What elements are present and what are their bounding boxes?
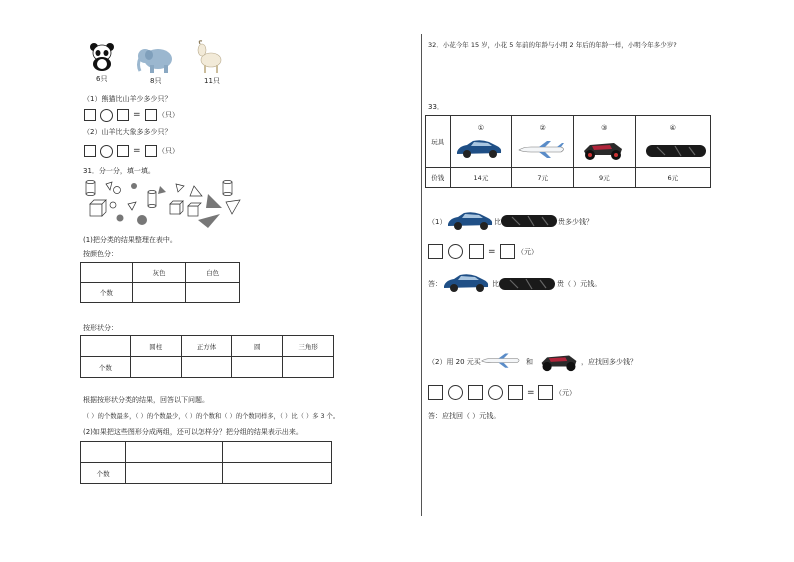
equals-sign: = [527,388,535,398]
answer-2: 答：应找回（ ）元钱。 [428,412,501,420]
table-cell[interactable] [126,442,222,463]
table-cell[interactable] [222,463,331,484]
animal-count: 6只 [96,75,108,83]
table-header: 灰色 [132,263,186,283]
row-label: 个数 [81,357,131,378]
table-header [81,263,133,283]
answer-box[interactable] [428,244,443,259]
question-31-title: 31．分一分，填一填。 [83,167,155,175]
operator-circle[interactable] [100,109,113,122]
skateboard-icon [500,213,558,232]
unit-label: （只） [158,111,179,119]
table-header: 白色 [186,263,240,283]
column-divider [421,34,422,516]
question-31-part-2: (2)如果把这些图形分成两组，还可以怎样分？把分组的结果表示出来。 [83,428,303,436]
race-car-icon [537,350,581,376]
answer-box[interactable] [145,145,157,157]
part-2-suffix: ，应找回多少钱？ [581,358,637,366]
price-cell: 7元 [512,168,574,188]
airplane-icon [517,141,567,163]
question-1: （1）熊猫比山羊少多少只？ [83,95,172,103]
goat-icon [194,40,224,74]
answer-box[interactable] [84,145,96,157]
car-icon [455,138,503,164]
answer-box[interactable] [469,244,484,259]
part-1-mid: 比 [494,218,501,226]
unit-label: （元） [517,248,538,256]
price-cell: 9元 [573,168,635,188]
table-header: 圆柱 [130,336,181,357]
part-1-suffix: 贵多少钱？ [558,218,593,226]
table-cell[interactable] [283,357,334,378]
answer-1-suffix: 贵（ ）元钱。 [557,280,602,288]
operator-circle[interactable] [100,145,113,158]
by-shape-label: 按形状分： [83,324,118,332]
question-31-part-1: (1)把分类的结果整理在表中。 [83,236,177,244]
equals-sign: = [133,146,141,156]
table-header: 圆 [232,336,283,357]
table-cell[interactable] [81,442,126,463]
answer-box[interactable] [508,385,523,400]
table-header: 三角形 [283,336,334,357]
table-cell[interactable] [232,357,283,378]
toy-number: ③ [601,123,608,132]
table-header [81,336,131,357]
operator-circle[interactable] [488,385,503,400]
equals-sign: = [133,110,141,120]
animal-count: 11只 [204,77,220,85]
answer-box[interactable] [145,109,157,121]
airplane-icon [480,353,522,373]
part-1-prefix: （1） [428,218,447,226]
table-cell[interactable] [186,283,240,303]
answer-box[interactable] [428,385,443,400]
toy-number: ① [477,123,485,132]
price-cell: 6元 [635,168,710,188]
table-cell[interactable] [126,463,222,484]
table-cell[interactable] [222,442,331,463]
answer-box[interactable] [538,385,553,400]
price-cell: 14元 [450,168,512,188]
question-2: （2）山羊比大象多多少只？ [83,128,172,136]
table-header: 正方体 [181,336,232,357]
table-cell[interactable] [181,357,232,378]
answer-1-mid: 比 [492,280,499,288]
panda-icon [88,42,116,72]
operator-circle[interactable] [448,244,463,259]
row-label: 个数 [81,283,133,303]
price-row-label: 价钱 [426,168,451,188]
by-color-label: 按颜色分： [83,250,118,258]
unit-label: （元） [555,389,576,397]
color-table [80,262,240,303]
group-table [80,441,332,484]
car-icon [446,210,494,236]
part-2-mid: 和 [526,358,533,366]
unit-label: （只） [158,147,179,155]
toy-number: ④ [669,123,676,132]
table-cell[interactable] [132,283,186,303]
animal-count: 8只 [150,77,162,85]
answer-box[interactable] [500,244,515,259]
table-cell[interactable] [130,357,181,378]
race-car-icon [580,137,626,165]
answer-box[interactable] [468,385,483,400]
car-icon [442,272,490,298]
skateboard-icon [645,143,707,162]
answer-intro: 根据按形状分类的结果，回答以下问题。 [83,396,209,404]
part-2-prefix: （2）用 20 元买 [428,358,481,366]
answer-box[interactable] [117,145,129,157]
answer-box[interactable] [84,109,96,121]
skateboard-icon [498,276,556,295]
elephant-icon [136,45,176,75]
operator-circle[interactable] [448,385,463,400]
answer-box[interactable] [117,109,129,121]
toy-row-label: 玩具 [426,116,451,168]
row-label: 个数 [81,463,126,484]
question-32: 32．小花今年 15 岁，小花 5 年前的年龄与小明 2 年后的年龄一样，小明今年多少岁? [428,41,677,49]
answer-line: （ ）的个数最多，（ ）的个数最少，（ ）的个数和（ ）的个数同样多，（ ）比（ ）多 3 个。 [83,413,340,420]
shape-table [80,335,334,378]
equals-sign: = [488,247,496,257]
question-33: 33． [428,103,444,111]
shapes-figure [84,178,244,230]
toy-number: ② [539,123,546,132]
answer-1-prefix: 答： [428,280,442,288]
